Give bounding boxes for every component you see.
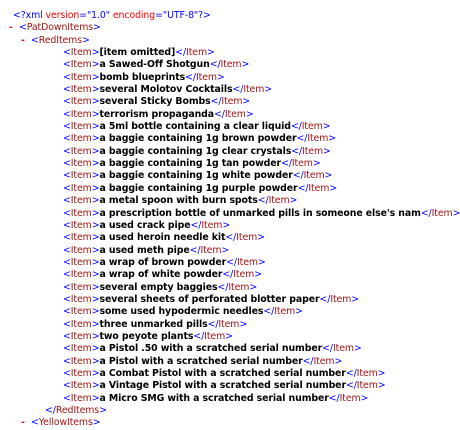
item-open-tag: Item	[70, 170, 92, 182]
xml-item-row: <Item>a prescription bottle of unmarked pills in someone else's nam</Item>	[63, 207, 460, 219]
item-close-tag: Item	[339, 392, 361, 404]
item-text: [item omitted]	[99, 47, 176, 59]
xml-item-row: <Item>a Micro SMG with a scratched serial number</Item>	[63, 392, 369, 404]
item-close-tag: Item	[332, 343, 354, 355]
item-close-tag: Item	[291, 158, 313, 170]
item-text: a metal spoon with burn spots	[99, 195, 258, 207]
item-open-tag: Item	[70, 96, 92, 108]
item-close-tag: Item	[204, 330, 226, 342]
item-open-tag: Item	[70, 71, 92, 83]
item-close-tag: Item	[356, 380, 378, 392]
declaration-encoding-value: "UTF-8"	[162, 10, 199, 21]
group-open-line: - <RedItems>	[21, 34, 90, 46]
xml-item-row: <Item>a baggie containing 1g purple powder</Item>	[63, 182, 338, 194]
item-open-tag: Item	[70, 318, 92, 330]
item-open-tag: Item	[70, 380, 92, 392]
item-open-tag: Item	[70, 281, 92, 293]
item-text: a used crack pipe	[99, 219, 191, 231]
item-text: a baggie containing 1g white powder	[99, 170, 293, 182]
item-open-tag: Item	[70, 256, 92, 268]
xml-item-row: <Item>several Sticky Bombs</Item>	[63, 96, 251, 108]
item-close-tag: Item	[431, 207, 453, 219]
item-text: several empty baggies	[99, 281, 218, 293]
item-list	[7, 47, 460, 405]
item-close-tag: Item	[233, 269, 255, 281]
xml-item-row: <Item>a baggie containing 1g clear crystals</Item>	[63, 145, 331, 157]
xml-item-row: <Item>several empty baggies</Item>	[63, 281, 258, 293]
item-text: a used heroin needle kit	[99, 232, 226, 244]
item-text: a baggie containing 1g tan powder	[99, 158, 282, 170]
item-open-tag: Item	[70, 244, 92, 256]
xml-item-row: <Item>[item omitted]</Item>	[63, 47, 215, 59]
item-close-tag: Item	[236, 256, 258, 268]
item-close-tag: Item	[308, 182, 330, 194]
declaration-encoding-attr: encoding	[112, 10, 156, 21]
item-text: a wrap of brown powder	[99, 256, 227, 268]
item-text: a Combat Pistol with a scratched serial number	[99, 367, 346, 379]
item-open-tag: Item	[70, 355, 92, 367]
item-open-tag: Item	[70, 145, 92, 157]
item-text: a prescription bottle of unmarked pills in someone else's nam	[99, 207, 421, 219]
xml-item-row: <Item>two peyote plants</Item>	[63, 330, 233, 342]
xml-item-row: <Item>a used heroin needle kit</Item>	[63, 232, 265, 244]
item-open-tag: Item	[70, 108, 92, 120]
item-open-tag: Item	[70, 392, 92, 404]
item-open-tag: Item	[70, 306, 92, 318]
item-close-tag: Item	[243, 84, 265, 96]
xml-item-row: <Item>a baggie containing 1g white powder</Item>	[63, 170, 333, 182]
item-open-tag: Item	[70, 121, 92, 133]
item-close-tag: Item	[307, 133, 329, 145]
item-text: three unmarked pills	[99, 318, 208, 330]
group-collapse-toggle[interactable]: -	[21, 34, 25, 46]
group-close-line: </RedItems>	[45, 405, 107, 416]
item-text: a wrap of white powder	[99, 269, 223, 281]
item-close-tag: Item	[224, 108, 246, 120]
xml-item-row: <Item>a used meth pipe</Item>	[63, 244, 230, 256]
item-open-tag: Item	[70, 158, 92, 170]
xml-item-row: <Item>some used hypodermic needles</Item>	[63, 306, 303, 318]
item-close-tag: Item	[301, 121, 323, 133]
xml-item-row: <Item>a 5ml bottle containing a clear liquid</Item>	[63, 121, 331, 133]
xml-item-row: <Item>a wrap of white powder</Item>	[63, 269, 262, 281]
group-close-tag: RedItems	[55, 405, 100, 416]
item-open-tag: Item	[70, 367, 92, 379]
item-text: several Molotov Cocktails	[99, 84, 233, 96]
item-close-tag: Item	[186, 47, 207, 59]
xml-item-row: <Item>bomb blueprints</Item>	[63, 71, 225, 83]
item-text: a Pistol with a scratched serial number	[99, 355, 303, 367]
xml-item-row: <Item>a metal spoon with burn spots</Item>	[63, 195, 298, 207]
xml-item-row: <Item>a used crack pipe</Item>	[63, 219, 231, 231]
item-open-tag: Item	[70, 293, 92, 305]
item-close-tag: Item	[330, 293, 352, 305]
item-close-tag: Item	[274, 306, 296, 318]
item-close-tag: Item	[303, 170, 325, 182]
item-close-tag: Item	[195, 71, 217, 83]
item-text: a 5ml bottle containing a clear liquid	[99, 121, 291, 133]
item-close-tag: Item	[228, 281, 250, 293]
item-close-tag: Item	[201, 219, 223, 231]
item-close-tag: Item	[200, 244, 222, 256]
item-open-tag: Item	[70, 269, 92, 281]
xml-item-row: <Item>a Pistol with a scratched serial number</Item>	[63, 355, 343, 367]
next-group-collapse-toggle[interactable]: -	[21, 417, 25, 429]
xml-item-row: <Item>a baggie containing 1g tan powder</Item>	[63, 158, 321, 170]
item-text: a used meth pipe	[99, 244, 190, 256]
item-close-tag: Item	[302, 145, 323, 157]
item-text: some used hypodermic needles	[99, 306, 264, 318]
item-text: a Vintage Pistol with a scratched serial number	[99, 380, 346, 392]
item-text: terrorism propaganda	[99, 108, 215, 120]
item-close-tag: Item	[356, 367, 378, 379]
item-open-tag: Item	[70, 343, 92, 355]
xml-item-row: <Item>three unmarked pills</Item>	[63, 318, 248, 330]
item-text: a Pistol .50 with a scratched serial number	[99, 343, 323, 355]
xml-item-row: <Item>a Combat Pistol with a scratched serial number</Item>	[63, 367, 386, 379]
root-open-line: - <PatDownItems>	[9, 22, 101, 34]
xml-item-row: <Item>a wrap of brown powder</Item>	[63, 256, 266, 268]
item-close-tag: Item	[236, 232, 258, 244]
item-open-tag: Item	[70, 182, 92, 194]
item-text: two peyote plants	[99, 330, 194, 342]
xml-item-row: <Item>several Molotov Cocktails</Item>	[63, 84, 273, 96]
item-close-tag: Item	[313, 355, 335, 367]
item-text: a baggie containing 1g purple powder	[99, 182, 298, 194]
item-open-tag: Item	[70, 59, 92, 71]
item-close-tag: Item	[218, 318, 240, 330]
item-close-tag: Item	[268, 195, 290, 207]
item-text: a Micro SMG with a scratched serial number	[99, 392, 329, 404]
item-open-tag: Item	[70, 47, 92, 59]
xml-item-row: <Item>a Vintage Pistol with a scratched serial number</Item>	[63, 380, 386, 392]
next-group-open-tag: YellowItems	[38, 417, 93, 429]
next-group-open-line: - <YellowItems>	[21, 417, 101, 429]
xml-item-row: <Item>a baggie containing 1g brown powder</Item>	[63, 133, 337, 145]
root-collapse-toggle[interactable]: -	[9, 22, 13, 34]
item-open-tag: Item	[70, 84, 92, 96]
item-open-tag: Item	[70, 133, 92, 145]
item-text: several Sticky Bombs	[99, 96, 211, 108]
item-close-tag: Item	[221, 96, 243, 108]
item-open-tag: Item	[70, 195, 92, 207]
declaration-version-attr: version	[45, 10, 80, 21]
xml-declaration: <?xml version="1.0" encoding="UTF-8"?>	[13, 10, 211, 21]
xml-item-row: <Item>a Sawed-Off Shotgun</Item>	[63, 59, 250, 71]
item-open-tag: Item	[70, 232, 92, 244]
item-text: several sheets of perforated blotter paper	[99, 293, 320, 305]
declaration-version-value: "1.0"	[86, 10, 110, 21]
item-text: bomb blueprints	[99, 71, 186, 83]
item-open-tag: Item	[70, 219, 92, 231]
root-open-tag: PatDownItems	[26, 22, 94, 34]
item-text: a baggie containing 1g brown powder	[99, 133, 297, 145]
item-open-tag: Item	[70, 207, 92, 219]
xml-item-row: <Item>a Pistol .50 with a scratched serial number</Item>	[63, 343, 362, 355]
item-close-tag: Item	[220, 59, 242, 71]
item-open-tag: Item	[70, 330, 92, 342]
xml-item-row: <Item>terrorism propaganda</Item>	[63, 108, 254, 120]
item-text: a Sawed-Off Shotgun	[99, 59, 210, 71]
group-open-tag: RedItems	[38, 34, 83, 46]
declaration-name: xml	[25, 10, 43, 21]
xml-item-row: <Item>several sheets of perforated blotter paper</Item>	[63, 293, 360, 305]
item-text: a baggie containing 1g clear crystals	[99, 145, 292, 157]
